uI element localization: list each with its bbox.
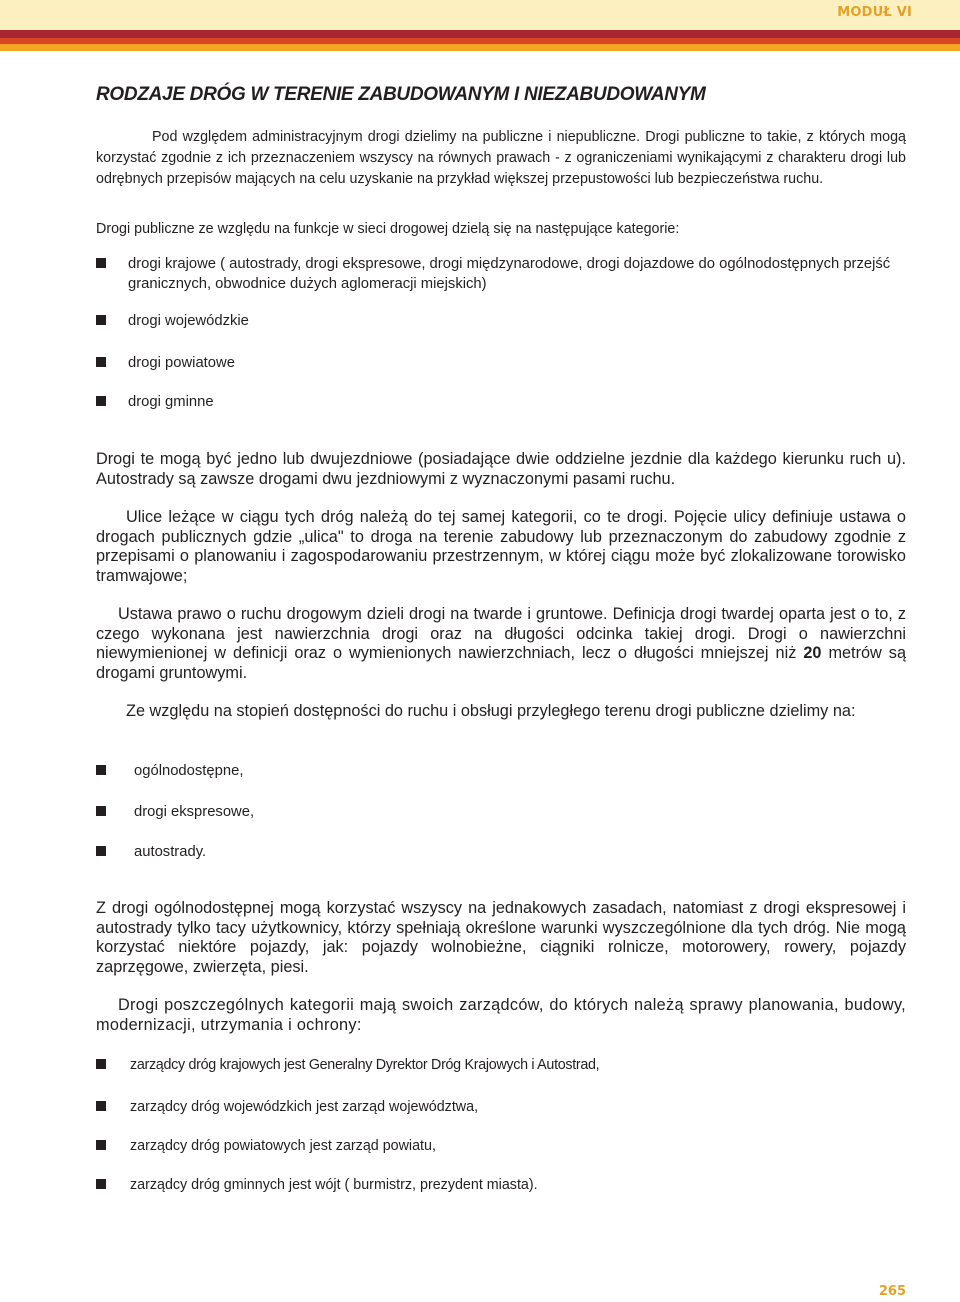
manager-text: zarządcy dróg powiatowych jest zarząd powiatu,: [130, 1138, 436, 1154]
bullet-square-icon: [96, 357, 106, 367]
list-item-category: [96, 392, 906, 412]
list-item-accessibility: [96, 842, 906, 862]
header-stripe-dark: [0, 30, 960, 38]
bullet-square-icon: [96, 765, 106, 775]
paragraph-hard-dirt: [96, 605, 906, 683]
bullet-square-icon: [96, 258, 106, 268]
bullet-square-icon: [96, 315, 106, 325]
category-text: drogi krajowe ( autostrady, drogi ekspresowe, drogi międzynarodowe, drogi dojazdowe do ogólnodostępnych przejść granicznych, obwodnice dużych aglomeracji miejskich): [128, 256, 891, 292]
category-text: drogi wojewódzkie: [128, 313, 249, 329]
bullet-square-icon: [96, 1059, 106, 1069]
page-title: RODZAJE DRÓG W TERENIE ZABUDOWANYM I NIEZABUDOWANYM: [96, 84, 706, 105]
hard-dirt-text-after: metrów są drogami gruntowymi.: [96, 644, 906, 682]
accessibility-text: ogólnodostępne,: [134, 763, 244, 779]
paragraph-categories-intro: Drogi publiczne ze względu na funkcje w sieci drogowej dzielą się na następujące kategorie:: [96, 221, 680, 237]
bullet-square-icon: [96, 806, 106, 816]
page-number: 265: [878, 1284, 906, 1299]
hard-dirt-text-before: Ustawa prawo o ruchu drogowym dzieli drogi na twarde i gruntowe. Definicja drogi twardej oparta jest o to, z czego wykonana jest nawierzchnia drogi oraz na długości odcinka takiej drogi. Drogi o nawierzchni niewymienionej w definicji oraz o wymienionych nawierzchniach, lecz o długości mniejszej niż: [96, 605, 906, 663]
bullet-square-icon: [96, 396, 106, 406]
module-label: MODUŁ VI: [837, 5, 912, 20]
list-item-category: [96, 254, 906, 298]
header-band: [0, 0, 960, 30]
paragraph-general-access: Z drogi ogólnodostępnej mogą korzystać wszyscy na jednakowych zasadach, natomiast z drogi ekspresowej i autostrady tylko tacy użytkownicy, którzy spełniają określone warunki wyszczególnione dla tych dróg. Nie mogą korzystać niektóre pojazdy, jak: pojazdy wolnobieżne, ciągniki rolnicze, motorowery, rowery, pojazdy zaprzęgowe, zwierzęta, piesi.: [96, 899, 906, 976]
category-text: drogi gminne: [128, 394, 214, 410]
header-stripe-orange: [0, 44, 960, 51]
paragraph-intro: Pod względem administracyjnym drogi dzielimy na publiczne i niepubliczne. Drogi publiczne to takie, z których mogą korzystać zgodnie z ich przeznaczeniem wszyscy na równych prawach - z ograniczeniami wynikającymi z charakteru drogi lub odrębnych przepisów mających na celu uzyskanie na przykład większej przepustowości lub bezpieczeństwa ruchu.: [96, 129, 906, 187]
accessibility-text: autostrady.: [134, 844, 207, 860]
paragraph-accessibility-intro: Ze względu na stopień dostępności do ruchu i obsługi przyległego terenu drogi publiczne dzielimy na:: [126, 702, 856, 720]
list-item-category: [96, 311, 906, 331]
list-item-accessibility: [96, 802, 906, 822]
paragraph-one-two-way: Drogi te mogą być jedno lub dwujezdniowe (posiadające dwie oddzielne jezdnie dla każdego kierunku ruch u). Autostrady są zawsze drogami dwu jezdniowymi z wyznaczonymi pasami ruchu.: [96, 450, 906, 488]
manager-text: zarządcy dróg wojewódzkich jest zarząd województwa,: [130, 1099, 479, 1115]
list-item-accessibility: [96, 761, 906, 781]
accessibility-text: drogi ekspresowe,: [134, 804, 255, 820]
list-item-manager: [96, 1055, 906, 1075]
manager-text: zarządcy dróg gminnych jest wójt ( burmistrz, prezydent miasta).: [130, 1177, 538, 1193]
list-item-manager: [96, 1136, 906, 1156]
hard-dirt-number: 20: [803, 644, 822, 663]
manager-text: zarządcy dróg krajowych jest Generalny Dyrektor Dróg Krajowych i Autostrad,: [130, 1057, 600, 1073]
category-text: drogi powiatowe: [128, 355, 235, 371]
paragraph-streets: Ulice leżące w ciągu tych dróg należą do tej samej kategorii, co te drogi. Pojęcie ulicy definiuje ustawa o drogach publicznych gdzie „ulica" to droga na terenie zabudowy lub przeznaczonym do zabudowy zgodnie z przepisami o planowaniu i zagospodarowaniu przestrzennym, w której ciągu może być zlokalizowane torowisko tramwajowe;: [96, 508, 906, 585]
bullet-square-icon: [96, 1179, 106, 1189]
bullet-square-icon: [96, 846, 106, 856]
list-item-manager: [96, 1175, 906, 1195]
list-item-manager: [96, 1097, 906, 1117]
bullet-square-icon: [96, 1101, 106, 1111]
bullet-square-icon: [96, 1140, 106, 1150]
list-item-category: [96, 353, 906, 373]
paragraph-managers-intro: Drogi poszczególnych kategorii mają swoich zarządców, do których należą sprawy planowania, budowy, modernizacji, utrzymania i ochrony:: [96, 996, 906, 1034]
